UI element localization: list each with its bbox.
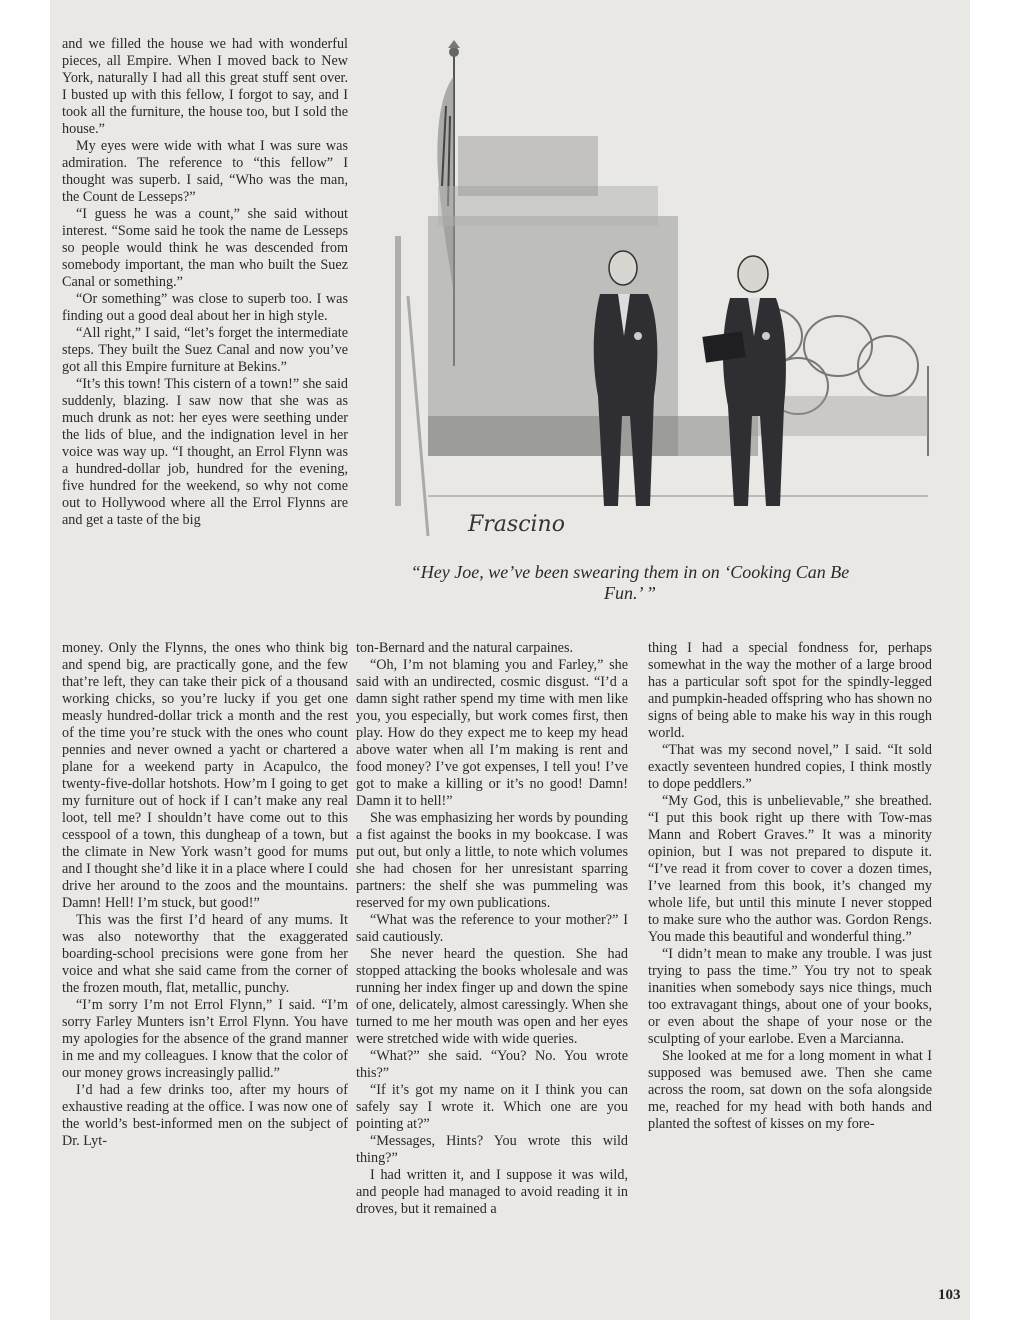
text-column-middle xyxy=(356,640,628,1218)
page-number: 103 xyxy=(938,1287,961,1303)
paragraph: thing I had a special fondness for, perhaps somewhat in the way the mother of a large brood has a particular soft spot for the spindly-legged and pumpkin-headed offspring who has shown no signs of being able to make his way in this rough world. xyxy=(648,640,932,741)
paragraph: She was emphasizing her words by pounding a fist against the books in my bookcase. I was put out, but only a little, to note which volumes she had chosen for her unresistant sparring partners: the shelf she was pummeling was reserved for my own publications. xyxy=(356,810,628,911)
paragraph: “That was my second novel,” I said. “It sold exactly seventeen hundred copies, I think mostly to dope peddlers.” xyxy=(648,742,932,792)
magazine-page xyxy=(50,0,970,1320)
man-right-figure xyxy=(702,256,786,506)
paragraph: ton-Bernard and the natural carpaines. xyxy=(356,640,574,656)
paragraph: “If it’s got my name on it I think you can safely say I wrote it. Which one are you pointing at?” xyxy=(356,1082,628,1132)
text-column-left xyxy=(62,640,348,1150)
paragraph: money. Only the Flynns, the ones who think big and spend big, are practically gone, and the few that’re left, they can take their pick of a thousand working chicks, so you’re lucky if you get one measly hundred-dollar trick a month and the rest of the time you’re stuck with the ones who count pennies and never owned a yacht or chartered a plane for a weekend party in Acapulco, the twenty-five-dollar hotshots. How’m I going to get my furniture out of hock if I can’t make any real loot, tell me? I shouldn’t have come out to this cesspool of a town, this dungheap of a town, but the climate in New York wasn’t good for mums and I thought she’d like it in a place where I could drive her around to the zoos and the mountains. Damn! Hell! I’m stuck, but good!” xyxy=(62,640,348,911)
paragraph: “It’s this town! This cistern of a town!” she said suddenly, blazing. I saw now that she was as much drunk as not: her eyes were seething under the lids of blue, and the indignation level in her voice was way up. “I thought, an Errol Flynn was a hundred-dollar job, hundred for the evening, five hundred for the weekend, so why not come out to Hollywood where all the Errol Flynns are and get a taste of the big xyxy=(62,376,349,528)
text-column-left-top xyxy=(62,36,348,529)
paragraph: “Or something” was close to superb too. I was finding out a good deal about her in high style. xyxy=(62,291,348,324)
courtroom-bench xyxy=(398,136,758,536)
paragraph: “Oh, I’m not blaming you and Farley,” she said with an undirected, cosmic disgust. “I’d a damn sight rather spend my time with men like you, you especially, but work comes first, then play. How do they expect me to keep my head above water when all I’m making is rent and food money? I’ve got expenses, I tell you! I’ve got to make a killing or it’s no good! Damn! Damn it to hell!” xyxy=(356,657,628,809)
paragraph: “I didn’t mean to make any trouble. I was just trying to pass the time.” You try not to speak inanities when somebody says nice things, much too extravagant things, about one of your books, or even about the shape of your nose or the sculpting of your earlobe. Even a Marcianna. xyxy=(648,946,932,1047)
paragraph: “My God, this is unbelievable,” she breathed. “I put this book right up there with Tow-mas Mann and Robert Graves.” It was a minority opinion, but I was not prepared to dispute it. “I’ve read it from cover to cover a dozen times, I’ve learned from this book, it’s changed my whole life, but until this minute I never stopped to make sure who the author was. Gordon Rengs. You made this beautiful and wonderful thing.” xyxy=(648,793,932,945)
paragraph: “What?” she said. “You? No. You wrote this?” xyxy=(356,1048,628,1081)
paragraph: She looked at me for a long moment in what I supposed was bemused awe. Then she came across the room, sat down on the sofa alongside me, reached for my head with both hands and planted the softest of kisses on my fore- xyxy=(648,1048,932,1132)
paragraph: “I guess he was a count,” she said without interest. “Some said he took the name de Lesseps so people would think he was descended from somebody important, the man who built the Suez Canal or something.” xyxy=(62,206,348,290)
paragraph: “What was the reference to your mother?” I said cautiously. xyxy=(356,912,628,945)
paragraph: I had written it, and I suppose it was wild, and people had managed to avoid reading it in droves, but it remained a xyxy=(356,1167,628,1217)
paragraph: My eyes were wide with what I was sure was admiration. The reference to “this fellow” I thought was superb. I said, “Who was the man, the Count de Lesseps?” xyxy=(62,138,348,205)
paragraph: This was the first I’d heard of any mums. It was also noteworthy that the exaggerated boarding-school precisions were gone from her voice and what she said came from the corner of the frozen mouth, flat, metallic, punchy. xyxy=(62,912,348,996)
paragraph: “All right,” I said, “let’s forget the intermediate steps. They built the Suez Canal and now you’ve got all this Empire furniture at Bekins.” xyxy=(62,325,348,375)
paragraph: I’d had a few drinks too, after my hours of exhaustive reading at the office. I was now one of the world’s best-informed men on the subject of Dr. Lyt- xyxy=(62,1082,348,1149)
text-column-right xyxy=(648,640,932,1133)
cartoon-caption: “Hey Joe, we’ve been swearing them in on ‘Cooking Can Be Fun.’ ” xyxy=(410,562,850,603)
artist-signature: Frascino xyxy=(468,512,565,537)
paragraph: She never heard the question. She had stopped attacking the books wholesale and was running her index finger up and down the spine of one, delicately, almost caressingly. When she turned to me her mouth was open and her eyes were stretched wide with wide queries. xyxy=(356,946,628,1047)
paragraph: “Messages, Hints? You wrote this wild thing?” xyxy=(356,1133,628,1166)
paragraph: “I’m sorry I’m not Errol Flynn,” I said. “I’m sorry Farley Munters isn’t Errol Flynn. You have my apologies for the absence of the grand manner in me and my colleagues. I know that the color of our money grows increasingly pallid.” xyxy=(62,997,348,1081)
cartoon-illustration xyxy=(368,36,948,556)
paragraph: and we filled the house we had with wonderful pieces, all Empire. When I moved back to New York, naturally I had all this great stuff sent over. I busted up with this fellow, I forgot to say, and I took all the furniture, the house too, but I sold the house.” xyxy=(62,36,348,137)
